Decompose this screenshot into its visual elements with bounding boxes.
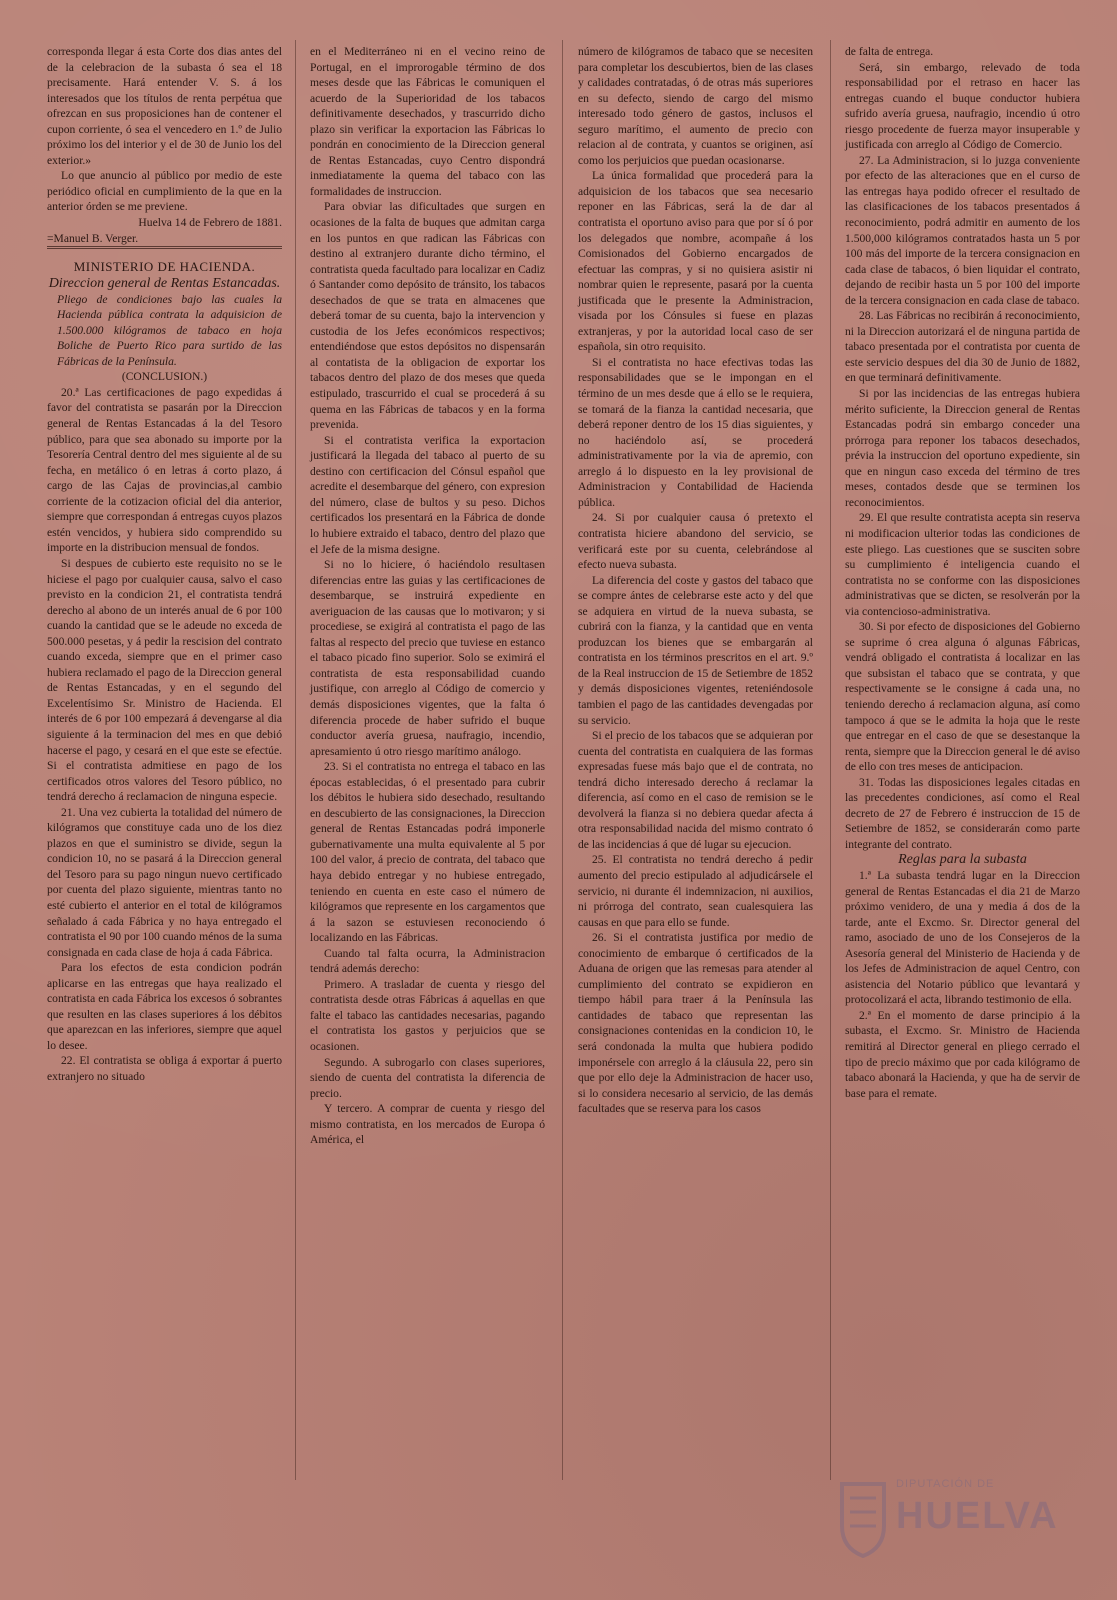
pliego-title: Pliego de condiciones bajo las cuales la Hacienda pública contrata la adquisicion de 1.500.000 kilógramos de tabaco en hoja Boliche de Puerto Rico para surtido de las Fábricas de la Península.	[57, 292, 282, 368]
condition-27: 27. La Administracion, si lo juzga conveniente por efecto de las alteraciones que en el curso de las entregas haya podido ofrecer el resultado de las clasificaciones de los tabacos presentados á reconocimiento, podrá admitir en aumento de los 1.500,000 kilógramos contratados hasta un 5 por 100 más del importe de la tercera consignacion en cada clase de tabacos, ó bien liquidar el contrato, dejando de recibir hasta un 5 por 100 del importe de la tercera consignacion en cada clase de tabaco.	[845, 153, 1080, 307]
archive-watermark	[838, 1478, 1086, 1570]
column-divider	[562, 40, 563, 1480]
paragraph: Segundo. A subrogarlo con clases superiores, siendo de cuenta del contratista la diferencia de precio.	[310, 1055, 545, 1100]
paragraph: en el Mediterráneo ni en el vecino reino de Portugal, en el improrogable término de dos meses desde que las Fábricas le comuniquen el acuerdo de la Superioridad de los tabacos definitivamente desechados, y trascurrido dicho plazo sin verificar la exportacion las Fábricas lo pondrán en conocimiento de la Direccion general de Rentas Estancadas, cuyo Centro dispondrá inmediatamente la quema del tabaco con las formalidades de instruccion.	[310, 45, 545, 198]
signature-date: Huelva 14 de Febrero de 1881.	[138, 216, 282, 230]
condition-21-continued: Para los efectos de esta condicion podrán aplicarse en las entregas que haya realizado el contratista en cada Fábrica los excesos ó sobrantes que resulten en las clases superiores á los débitos que aparezcan en las inferiores, siempre que aquel lo desee.	[47, 961, 282, 1052]
direccion-heading: Direccion general de Rentas Estancadas.	[48, 275, 281, 291]
condition-25: 25. El contratista no tendrá derecho á pedir aumento del precio estipulado al adjudicársele el servicio, ni durante él indemnizacion, ni auxilios, ni prórroga del contrato, sean cualesquiera las causas en que para ello se funde.	[578, 853, 813, 929]
condition-30: 30. Si por efecto de disposiciones del Gobierno se suprime ó crea alguna ó algunas Fábricas, vendrá obligado el contratista á localizar en las que subsistan el tabaco que se contrata, y que respectivamente se le consigne á cada una, no teniendo derecho á reclamacion alguna, así como tampoco á que se le admita la hoja que le reste que entregar en el caso de que se desestanque la renta, siempre que la Direccion general le dé aviso de ello con tres meses de anticipacion.	[845, 620, 1080, 774]
condition-23: 23. Si el contratista no entrega el tabaco en las épocas establecidas, ó el presentado para cubrir los débitos le hubiera sido desechado, resultando en descubierto de las consignaciones, la Direccion general de Rentas Estancadas podrá imponerle gubernativamente una multa equivalente al 5 por 100 del valor, á precio de contrata, del tabaco que haya debido entregar y no hubiese entregado, teniendo en cuenta en este caso el número de kilógramos que represente en los cargamentos que á la sazon se estuviesen reconociendo ó localizando en las Fábricas.	[310, 760, 545, 945]
paragraph: Cuando tal falta ocurra, la Administracion tendrá además derecho:	[310, 946, 545, 976]
condition-31: 31. Todas las disposiciones legales citadas en las precedentes condiciones, así como el Real decreto de 27 de Febrero é instruccion de 15 de Setiembre de 1852, se considerarán como parte integrante del contrato.	[845, 775, 1080, 851]
signature-name: =Manuel B. Verger.	[47, 231, 139, 245]
condition-26: 26. Si el contratista justifica por medio de conocimiento de embarque ó certificados de la Aduana de origen que las remesas para atender al cumplimiento del contrato se expidieron en tiempo hábil para traer á la Península las cantidades de tabaco que representan las consignaciones contenidas en la condicion 10, le será condonada la multa que hubiera podido imponérsele con arreglo á la cláusula 22, pero sin que por ello deje la Administracion de hacer uso, si lo considera necesario al servicio, de las demás facultades que se reserva para los casos	[578, 931, 813, 1116]
paragraph: Si el precio de los tabacos que se adquieran por cuenta del contratista en cualquiera de las formas expresadas fuese más bajo que el de contrata, no tendrá dicho interesado derecho á reclamar la diferencia, así como en el caso de remision se le devolverá la fianza si no debiera quedar afecta á otra responsabilidad nacida del mismo contrato ó de las incidencias á que dé lugar su ejecucion.	[578, 729, 813, 851]
watermark-big-text: HUELVA	[896, 1495, 1059, 1537]
paragraph: Si no lo hiciere, ó haciéndolo resultasen diferencias entre las guias y las certificaciones de desembarque, se instruirá expediente en averiguacion de las causas que lo motivaron; y si procediese, se exigirá al contratista el pago de las faltas al respecto del precio que tuviese en estanco el tabaco picado fino superior. Solo se eximirá el contratista de esta responsabilidad cuando justifique, con arreglo al Código de comercio y demás disposiciones vigentes, que la falta ó diferencia procede de haber sufrido el buque conductor avería gruesa, naufragio, incendio, apresamiento ú otro riesgo marítimo análogo.	[310, 558, 545, 758]
paragraph: de falta de entrega.	[845, 45, 934, 58]
column-3	[578, 44, 813, 1117]
condition-29: 29. El que resulte contratista acepta sin reserva ni modificacion ulterior todas las condiciones de este pliego. Las cuestiones que se susciten sobre su cumplimiento é inteligencia cuando el contratista no se conforme con las disposiciones administrativas que se dicten, se resolverán por la via contencioso-administrativa.	[845, 511, 1080, 618]
condition-28: 28. Las Fábricas no recibirán á reconocimiento, ni la Direccion autorizará el de ninguna partida de tabaco presentada por el contratista por cuenta de este servicio despues del dia 30 de Junio de 1882, en que terminará definitivamente.	[845, 309, 1080, 385]
paragraph: La diferencia del coste y gastos del tabaco que se compre ántes de celebrarse este acto y del que se adquiera en virtud de la nueva subasta, se cubrirá con la fianza, y la cantidad que en venta produzcan los bienes que se embargarán al contratista en los términos prescritos en el art. 9.º de la Real instruccion de 15 de Setiembre de 1852 y demás disposiciones vigentes, reteniéndosole tambien el pago de las cantidades devengadas por su servicio.	[578, 573, 813, 727]
column-1	[47, 44, 282, 1085]
conclusion-label: (CONCLUSION.)	[121, 370, 208, 384]
shield-icon	[838, 1478, 888, 1558]
column-divider	[830, 40, 831, 1480]
regla-1: 1.ª La subasta tendrá lugar en la Direccion general de Rentas Estancadas el dia 21 de Marzo próximo venidero, de una y media á dos de la tarde, ante el Excmo. Sr. Director general del ramo, asociado de uno de los Consejeros de la Asesoría general del Ministerio de Hacienda y de los Jefes de Administracion de aquel Centro, con asistencia del Notario público que levantará y protocolizará el acta, librando testimonio de ella.	[845, 868, 1080, 1007]
paragraph: Y tercero. A comprar de cuenta y riesgo del mismo contratista, en los mercados de Europa ó América, el	[310, 1102, 545, 1147]
watermark-small-text: DIPUTACIÓN DE	[896, 1478, 995, 1490]
condition-22-start: 22. El contratista se obliga á exportar á puerto extranjero no situado	[47, 1054, 282, 1083]
reglas-heading: Reglas para la subasta	[898, 852, 1027, 868]
paragraph: Si por las incidencias de las entregas hubiera mérito suficiente, la Direccion general de Rentas Estancadas podrá sin embargo conceder una prórroga para reponer los tabacos desechados, prévia la instruccion del oportuno expediente, sin que en ningun caso exceda del término de tres meses, contados desde que se terminen los reconocimientos.	[845, 387, 1080, 509]
column-2	[310, 44, 545, 1148]
paragraph: número de kilógramos de tabaco que se necesiten para completar los descubiertos, bien de las clases y calidades contratadas, ó de otras más superiores en su defecto, siendo de cargo del mismo interesado todo género de gastos, inclusos el seguro marítimo, el aumento de precio con relacion al de contrata, y cuantos se originen, así como los perjuicios que puedan ocasionarse.	[578, 45, 813, 167]
paragraph: Si el contratista no hace efectivas todas las responsabilidades que se le impongan en el término de un mes desde que á ello se le requiera, se tomará de la fianza la cantidad necesaria, que deberá reponer dentro de los 15 dias siguientes, y no haciéndolo así, se procederá administrativamente por la via de apremio, con arreglo á lo dispuesto en la ley provisional de Administracion y Contabilidad de Hacienda pública.	[578, 355, 813, 509]
condition-20-continued: Si despues de cubierto este requisito no se le hiciese el pago por cualquier causa, salvo el caso previsto en la condicion 21, el contratista tendrá derecho al abono de un interés anual de 6 por 100 cuando la cantidad que se le adeude no exceda de 500.000 pesetas, y á pedir la rescision del contrato cuando exceda, siempre que en el primer caso hubiera reclamado el pago de la Direccion general de Rentas Estancadas, y en el segundo del Excelentísimo Sr. Ministro de Hacienda. El interés de 6 por 100 empezará á devengarse al dia siguiente á la terminacion del mes en que debió hacerse el pago, y cesará en el que este se efectúe. Si el contratista admitiese en pago de los certificados otros valores del Tesoro público, no tendrá derecho á reclamacion de ninguna especie.	[47, 556, 282, 804]
paragraph: Primero. A trasladar de cuenta y riesgo del contratista desde otras Fábricas á aquellas en que falte el tabaco las cantidades necesarias, pagando el contratista los gastos y perjuicios que se ocasionen.	[310, 977, 545, 1053]
column-divider	[295, 40, 296, 1480]
condition-20: 20.ª Las certificaciones de pago expedidas á favor del contratista se pasarán por la Direccion general de Rentas Estancadas á la del Tesoro público, para que sea abonado su importe por la Tesorería Central dentro del mes siguiente al de su fecha, en metálico ó en letras á corto plazo, á cargo de las Cajas de provincias,al cambio corriente de la cotizacion oficial del dia anterior, siempre que correspondan á entregas cuyos plazos estén vencidos, y hubiera sido comprendido su importe en la distribucion mensual de fondos.	[47, 385, 282, 555]
announce-paragraph: Lo que anuncio al público por medio de este periódico oficial en cumplimiento de la que en la anterior órden se me previene.	[47, 169, 282, 214]
regla-2: 2.ª En el momento de darse principio á la subasta, el Excmo. Sr. Ministro de Hacienda remitirá al Director general en pliego cerrado el tipo de precio máximo que por cada kilógramo de tabaco abonará la Hacienda, y que ha de servir de base para el remate.	[845, 1008, 1080, 1100]
paragraph: Será, sin embargo, relevado de toda responsabilidad por el retraso en hacer las entregas cuando el buque conductor hubiera sufrido avería gruesa, naufragio, incendio ú otro riesgo procedente de fuerza mayor insuperable y justificada con arreglo al Código de Comercio.	[845, 60, 1080, 152]
ministry-heading: MINISTERIO DE HACIENDA.	[47, 246, 282, 275]
paragraph: Para obviar las dificultades que surgen en ocasiones de la falta de buques que admitan carga en los puntos en que radican las Fábricas con destino al extranjero durante dicho término, el contratista queda facultado para localizar en Cadiz ó Santander como depósito de tránsito, los tabacos desechados de que se trata en almacenes que deberá tomar de su cuenta, bajo la intervencion y custodia de los Jefes económicos respectivos; entendiéndose que estos depósitos no dispensarán al contatista de la obligacion de exportar los tabacos dentro del plazo de dos meses que queda estipulado, trascurrido el cual se procederá á su quema en las Fábricas de tabacos y en la forma prevenida.	[310, 200, 545, 432]
condition-24: 24. Si por cualquier causa ó pretexto el contratista hiciere abandono del servicio, se verificará este por su cuenta, celebrándose al efecto nueva subasta.	[578, 511, 813, 572]
paragraph: Si el contratista verifica la exportacion justificará la llegada del tabaco al puerto de su destino con certificacion del Cónsul español que acredite el desembarque del género, con expresion del número, clase de bultos y su peso. Dichos certificados los presentará en la Fábrica de donde lo hubiere extraido el tabaco, dentro del plazo que el Jefe de la misma designe.	[310, 433, 545, 556]
paragraph: La única formalidad que procederá para la adquisicion de los tabacos que sea necesario reponer en las Fábricas, será la de dar al contratista el oportuno aviso para que por sí ó por los delegados que nombre, acompañe á los Comisionados del Gobierno encargados de efectuar las compras, y si no quisiera asistir ni nombrar quien le represente, pasará por la cuenta justificada que le presente la Administracion, visada por los Cónsules si fuese en plazas extranjeras, y por la autoridad local caso de ser española, sin otro requisito.	[578, 169, 813, 354]
intro-paragraph: corresponda llegar á esta Corte dos dias antes del de la celebracion de la subasta ó sea el 18 precisamente. Hará entender V. S. á los interesados que los títulos de renta perpétua que ofrezcan en sus proposiciones han de contener el cupon corriente, ó sea el vencedero en 1.º de Julio próximo los del interior y el de 30 de Junio los del exterior.»	[47, 45, 282, 167]
condition-21: 21. Una vez cubierta la totalidad del número de kilógramos que constituye cada uno de los diez plazos en que el suministro se divide, segun la condicion 10, no se pasará á la Direccion general del Tesoro para su pago ningun nuevo certificado por cuenta del plazo siguiente, mientras tanto no esté cubierto el anterior en el total de kilógramos señalado á cada Fábrica y no haya entregado el contratista el 90 por 100 cuando ménos de la suma consignada en cada clase de hoja á cada Fábrica.	[47, 805, 282, 959]
column-4	[845, 44, 1080, 1101]
